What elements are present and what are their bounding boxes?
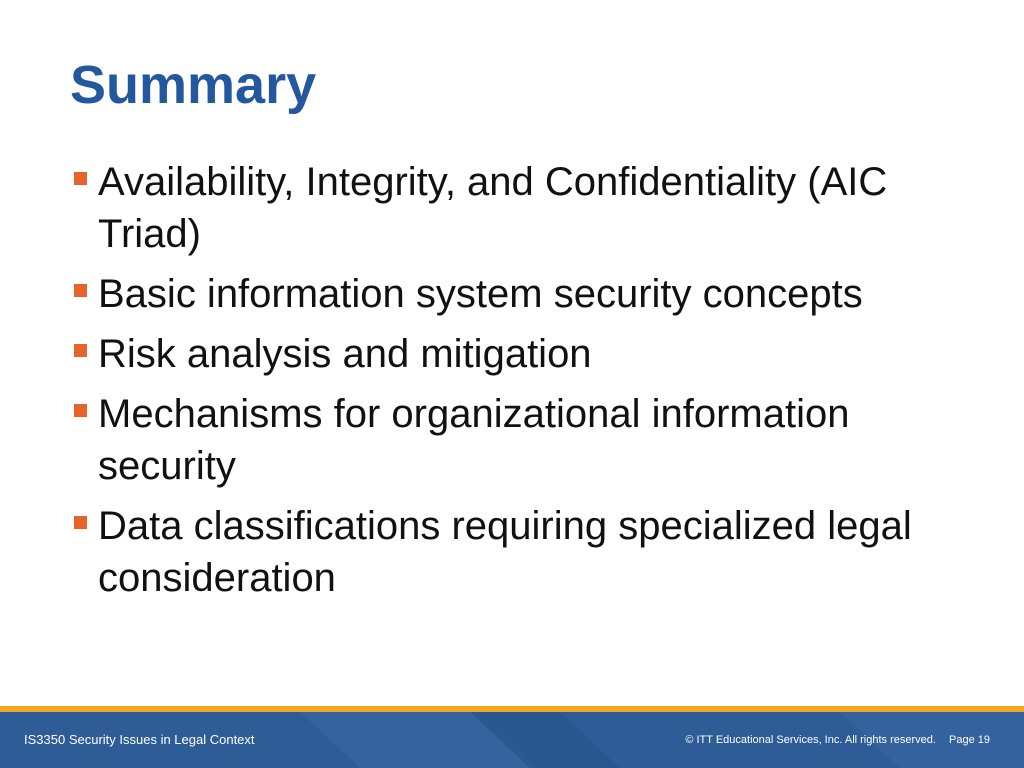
bullet-item (74, 500, 994, 604)
bullet-text: Availability, Integrity, and Confidentiality (AIC Triad) (98, 160, 888, 256)
footer-bar (0, 712, 1024, 768)
square-bullet-icon (74, 344, 87, 357)
slide-title: Summary (70, 55, 317, 115)
bullet-item (74, 156, 994, 260)
bullet-text: Risk analysis and mitigation (98, 332, 592, 376)
square-bullet-icon (74, 404, 87, 417)
bullet-list (74, 156, 994, 612)
bullet-text: Basic information system security concepts (98, 272, 863, 316)
bullet-item (74, 328, 994, 380)
page-number: Page 19 (949, 734, 990, 746)
footer-copyright: © ITT Educational Services, Inc. All rights reserved. (685, 734, 936, 746)
bullet-text: Data classifications requiring specialized legal consideration (98, 504, 912, 600)
square-bullet-icon (74, 284, 87, 297)
footer-right-group (685, 732, 990, 748)
square-bullet-icon (74, 516, 87, 529)
bullet-item (74, 388, 994, 492)
square-bullet-icon (74, 172, 87, 185)
footer-course-title: IS3350 Security Issues in Legal Context (24, 732, 255, 747)
bullet-item (74, 268, 994, 320)
bullet-text: Mechanisms for organizational information security (98, 392, 850, 488)
